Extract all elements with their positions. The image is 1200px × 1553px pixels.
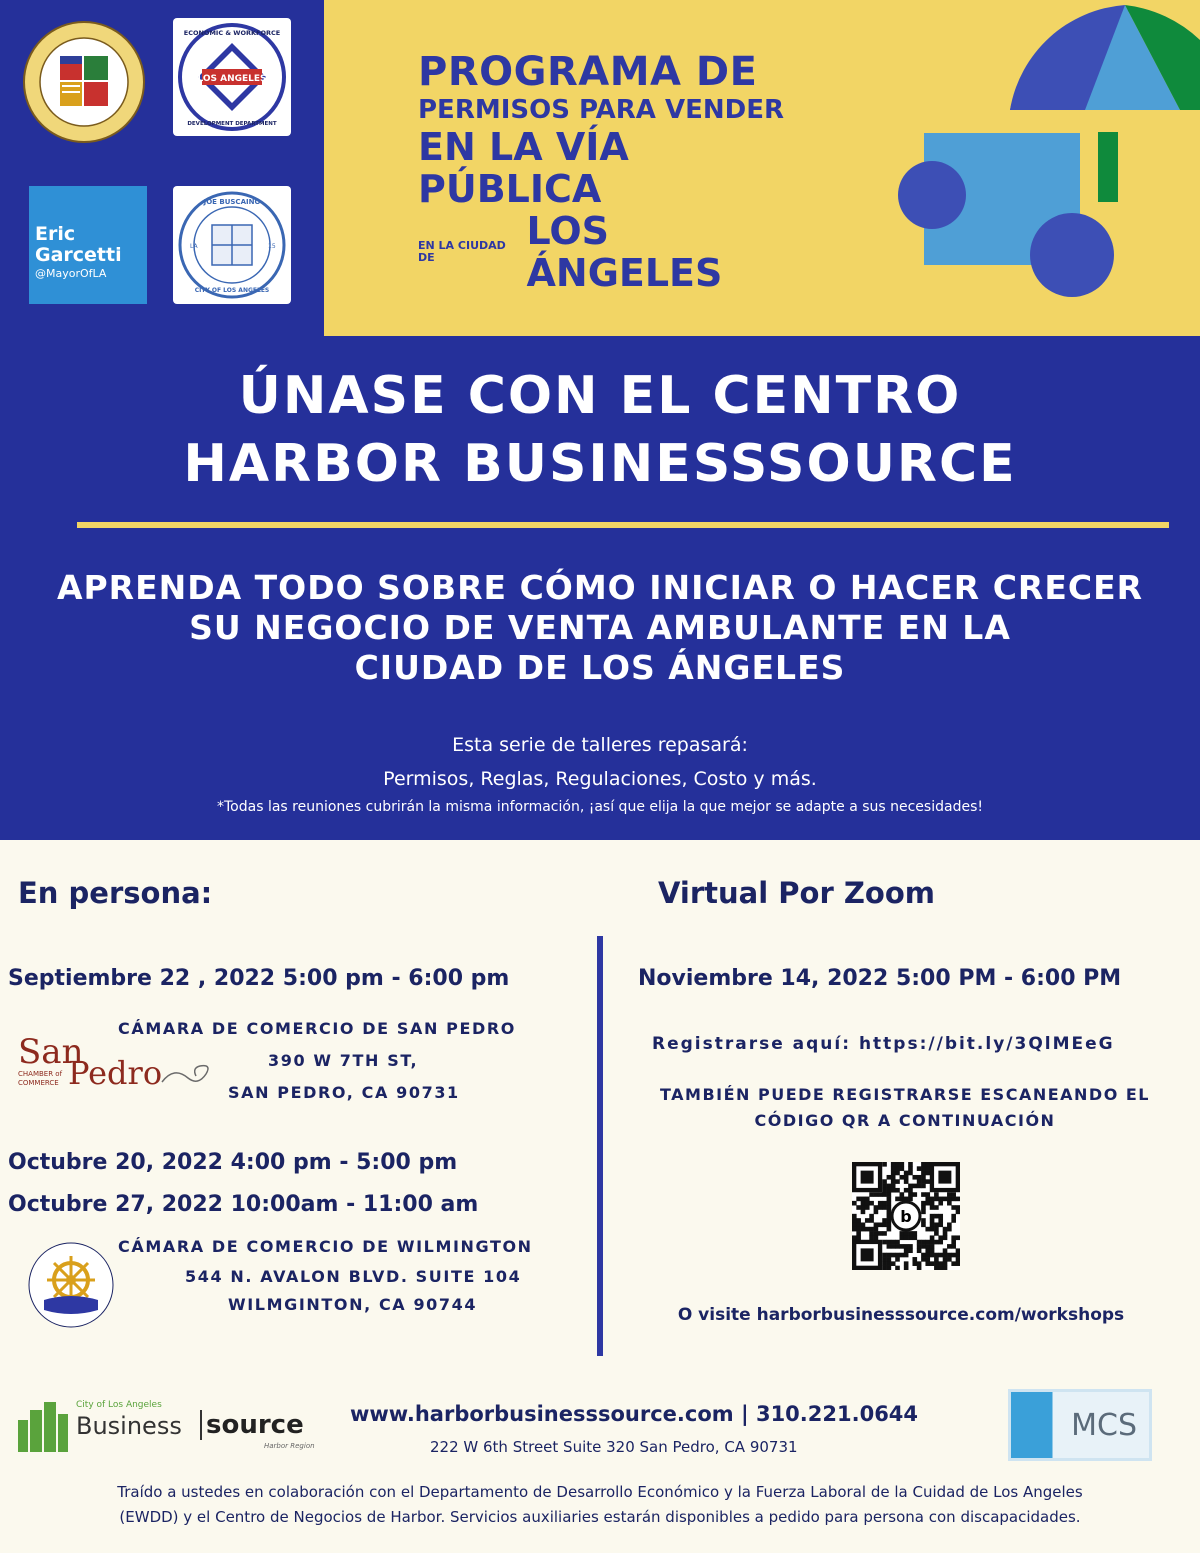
buscaino-top-text: JOE BUSCAINO: [203, 198, 261, 206]
sp-logo-small-1: CHAMBER of: [18, 1070, 63, 1078]
workshops-link[interactable]: O visite harborbusinesssource.com/workshops: [677, 1305, 1125, 1325]
sp-logo-small-2: COMMERCE: [18, 1079, 59, 1087]
hero-divider: [77, 522, 1169, 528]
venue-2-street: 544 N. AVALON BLVD. SUITE 104: [185, 1267, 522, 1286]
workshop-series: [0, 728, 1200, 796]
ewdd-bottom-text: DEVELOPMENT DEPARTMENT: [187, 121, 277, 127]
bs-city-text: City of Los Angeles: [76, 1400, 162, 1410]
qr-instructions-line-1: TAMBIÉN PUEDE REGISTRARSE ESCANEANDO EL: [659, 1085, 1150, 1104]
qr-code[interactable]: [852, 1162, 960, 1270]
bs-region-text: Harbor Region: [264, 1442, 315, 1450]
workshop-series-intro: Esta serie de talleres repasará:: [452, 734, 748, 756]
venue-2-name: CÁMARA DE COMERCIO DE WILMINGTON: [118, 1237, 533, 1256]
mcs-logo: [1008, 1389, 1152, 1461]
city-seal-logo: [22, 20, 146, 144]
mcs-text: MCS: [1071, 1407, 1137, 1443]
registration-link[interactable]: Registrarse aquí: https://bit.ly/3QlMEeG: [652, 1034, 1115, 1054]
footer-address: 222 W 6th Street Suite 320 San Pedro, CA 90731: [430, 1438, 798, 1456]
businesssource-logo: [16, 1398, 336, 1454]
column-divider: [597, 936, 603, 1356]
decorative-shapes: [880, 0, 1200, 336]
venue-1-name: CÁMARA DE COMERCIO DE SAN PEDRO: [118, 1019, 516, 1038]
footer-credit: [40, 1480, 1160, 1530]
program-title-small: EN LA CIUDAD DE: [418, 239, 506, 264]
program-title: [418, 50, 808, 294]
sp-logo-san: San: [18, 1032, 84, 1072]
workshop-note: *Todas las reuniones cubrirán la misma información, ¡así que elija la que mejor se adapte a sus necesidades!: [217, 799, 983, 815]
hero-title: [0, 362, 1200, 498]
qr-center-glyph: b: [900, 1207, 912, 1226]
in-person-heading: En persona:: [18, 876, 213, 910]
buscaino-right-text: 15: [268, 243, 276, 250]
ewdd-logo: [173, 18, 291, 136]
ewdd-top-text: ECONOMIC & WORKFORCE: [183, 29, 281, 37]
buscaino-bottom-text: CITY OF LOS ANGELES: [194, 287, 270, 294]
program-title-line-1: PROGRAMA DE: [418, 49, 758, 95]
qr-instructions: [610, 1082, 1200, 1134]
mayor-name-line-2: Garcetti: [35, 244, 122, 266]
mayor-logo: [29, 186, 147, 304]
session-3-date: Octubre 27, 2022 10:00am - 11:00 am: [8, 1192, 479, 1217]
wilmington-chamber-logo: [26, 1240, 116, 1330]
venue-1-street: 390 W 7TH ST,: [268, 1051, 419, 1070]
ewdd-center-text: LOS ANGELES: [197, 74, 267, 84]
venue-2-city: WILMGINTON, CA 90744: [228, 1295, 478, 1314]
virtual-heading: Virtual Por Zoom: [658, 876, 935, 910]
qr-instructions-line-2: CÓDIGO QR A CONTINUACIÓN: [754, 1111, 1056, 1130]
hero-title-line-2: HARBOR BUSINESSSOURCE: [183, 434, 1017, 494]
hero-subtitle-line-2: SU NEGOCIO DE VENTA AMBULANTE EN LA: [189, 608, 1011, 647]
program-title-line-4: [418, 210, 808, 294]
venue-1-city: SAN PEDRO, CA 90731: [228, 1083, 460, 1102]
footer-credit-line-2: (EWDD) y el Centro de Negocios de Harbor. Servicios auxiliaries estarán disponibles a pedido para persona con discapacidades.: [119, 1508, 1081, 1526]
hero-title-line-1: ÚNASE CON EL CENTRO: [238, 366, 962, 426]
program-title-line-2: PERMISOS PARA VENDER: [418, 95, 784, 125]
san-pedro-chamber-logo: [18, 1034, 218, 1094]
sp-logo-pedro: Pedro: [68, 1054, 163, 1092]
program-title-city: LOS ÁNGELES: [526, 209, 723, 295]
footer-website-phone[interactable]: www.harborbusinesssource.com | 310.221.0644: [350, 1402, 919, 1426]
wave-icon: [160, 1060, 216, 1090]
session-1-date: Septiembre 22 , 2022 5:00 pm - 6:00 pm: [8, 966, 510, 991]
bs-business-text: Business: [76, 1412, 182, 1440]
mayor-name-line-1: Eric: [35, 223, 76, 245]
buildings-icon: [16, 1398, 72, 1454]
mayor-handle: @MayorOfLA: [35, 267, 107, 280]
buscaino-logo: [173, 186, 291, 304]
virtual-date: Noviembre 14, 2022 5:00 PM - 6:00 PM: [638, 966, 1122, 991]
hero-subtitle: [0, 568, 1200, 688]
workshop-series-topics: Permisos, Reglas, Regulaciones, Costo y más.: [383, 768, 817, 790]
hero-subtitle-line-1: APRENDA TODO SOBRE CÓMO INICIAR O HACER CRECER: [56, 568, 1144, 607]
footer-credit-line-1: Traído a ustedes en colaboración con el Departamento de Desarrollo Económico y la Fuerza Laboral de la Cuidad de Los Angeles: [117, 1483, 1083, 1501]
program-title-line-3: EN LA VÍA PÚBLICA: [418, 125, 629, 211]
hero-subtitle-line-3: CIUDAD DE LOS ÁNGELES: [354, 648, 846, 687]
session-2-date: Octubre 20, 2022 4:00 pm - 5:00 pm: [8, 1150, 458, 1175]
bs-source-text: source: [200, 1410, 304, 1440]
buscaino-left-text: LA: [190, 243, 198, 250]
